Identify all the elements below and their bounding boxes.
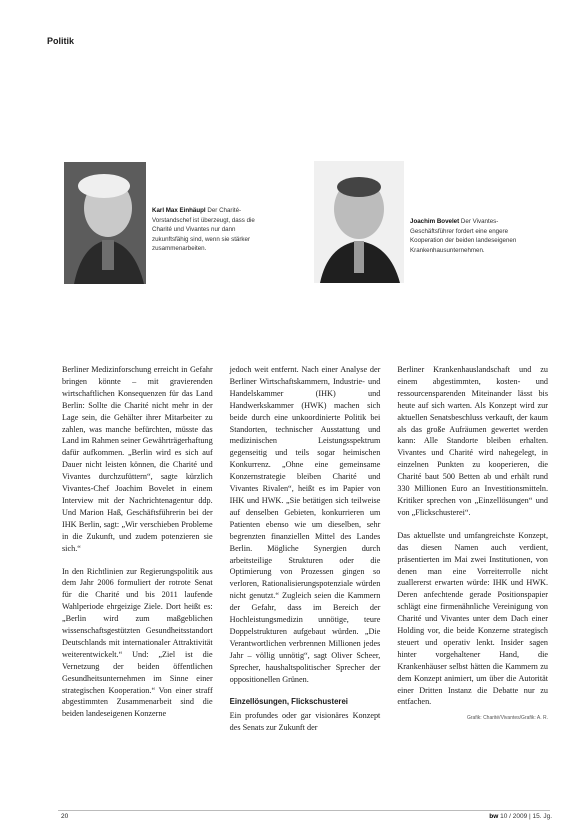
column-3 <box>397 364 548 806</box>
photo-caption-einhaeupl <box>152 206 264 254</box>
subheading: Einzellösungen, Flickschusterei <box>229 697 348 707</box>
portrait-illustration <box>64 162 146 284</box>
article-body <box>62 364 548 806</box>
paragraph: Ein profundes oder gar visionäres Konzept des Senats zur Zukunft der <box>229 711 381 733</box>
paragraph: In den Richtlinien zur Regierungspolitik aus dem Jahr 2006 formuliert der rotrote Senat für die Charité und bis 2011 laufende Wahlperiode ehrgeizige Ziele. Dort heißt es: „Berlin wird zum maßgeblichen wissenschaftsgestützten Gesundheitsstandort Deutschlands mit internationaler Attraktivität weiterentwickelt.“ Und: „Ziel ist die Vernetzung der beiden öffentlichen Gesundheitsunternehmen im Sinne einer strategischen Kooperation.“ Von einer straff abgestimmten Zusammenarbeit sind die beiden landeseigenen Konzerne <box>62 566 213 719</box>
paragraph: Berliner Krankenhauslandschaft und zu einem abgestimmten, kosten- und ressourcensparenden Miteinander lässt bis heute auf sich warten. Als Konzept wird zur aktuellen Senatsbeschluss verkauft, der kaum als das große Aufräumen gewertet werden kann: Alle Standorte bleiben erhalten. Vivantes und Charité wird nahegelegt, in einzelnen Punkten zu kooperieren, die Charité baut 500 Betten ab und erhält rund 330 Millionen Euro an Investitionsmitteln. Kritiker sprechen von „Einzellösungen“ und von „Flickschusterei“. <box>397 365 549 517</box>
footer-divider <box>58 810 550 811</box>
portrait-photo-bovelet <box>314 161 404 283</box>
image-credit: Grafik: Charité/Vivantes/Grafik: A. R. <box>466 715 549 722</box>
caption-text: Der Vivantes-Geschäftsführer fordert eine engere Kooperation der beiden landeseigenen Krankenhausunternehmen. <box>410 218 517 254</box>
caption-text: Der Charité-Vorstandschef ist überzeugt, dass die Charité und Vivantes nur dann zukunftsfähig sind, wenn sie stärker zusammenarbeiten. <box>152 207 255 252</box>
portrait-illustration <box>314 161 404 283</box>
section-title: Politik <box>47 36 75 46</box>
footer-magazine-info <box>489 813 552 820</box>
portrait-photo-einhaeupl <box>64 162 146 284</box>
page-number: 20 <box>61 813 69 820</box>
paragraph: jedoch weit entfernt. Nach einer Analyse der Berliner Wirtschaftskammern, Industrie- und Handelskammer (IHK) und Handwerkskammer (HWK) machen sich beide durch eine unkoordinierte Politik bei Standorten, technischer Ausstattung und medizinischen Leistungsspektrum gegenseitig und teils sogar heimischen Konkurrenz. „Ohne eine gemeinsame Konzernstrategie bleiben Charité und Vivantes Rivalen“, heißt es im Papier von IHK und HWK. „Sie betätigen sich teilweise auf denselben Gebieten, konkurrieren um Patienten ebenso wie um dieselben, sehr begrenzten finanziellen Mittel des Landes Berlin. Mögliche Synergien durch arbeitsteilige Strukturen oder die Optimierung von Prozessen gingen so verloren, Rationalisierungspotenziale würden nicht genutzt.“ Zugleich seien die Kammern der Gefahr, dass im Bereich der Hochleistungsmedizin unnötige, teure Doppelstrukturen aufgebaut würden. „Die Verantwortlichen verbrennen Millionen jedes Jahr – völlig unnötig“, sagt Oliver Scheer, Sprecher, haushaltspolitischer Sprecher der oppositionellen Grünen. <box>229 365 381 684</box>
magazine-name: bw <box>489 813 499 820</box>
caption-name: Joachim Bovelet <box>410 218 460 225</box>
column-2 <box>230 364 381 806</box>
column-1 <box>62 364 213 806</box>
paragraph: Das aktuellste und umfangreichste Konzept, das diesen Namen auch verdient, präsentierten im Mai zwei Institutionen, von denen man eine Vorreiterrolle nicht zuallererst erwarten würde: IHK und HWK. Deren anfechtende gerade Positionspapier schlägt eine firmenähnliche Vereinigung von Charité und Vivantes unter dem Dach einer Holding vor, die beide Konzerne strategisch steuert und operativ lenkt. Insider sagen hinter vorgehaltener Hand, die Krankenhäuser selbst hätten die Kammern zu dem Konzept animiert, um über die Autorität einer Dritten Instanz die Debatte nur zu entfachen. <box>397 530 549 707</box>
issue-info: 10 / 2009 | 15. Jg. <box>500 813 552 820</box>
photo-caption-bovelet <box>410 217 520 255</box>
paragraph: Berliner Medizinforschung erreicht in Gefahr bringen könnte – mit gravierenden wirtschaftlichen Konsequenzen für das Land Berlin: Sollte die Charité nicht mehr in der Lage sein, die Gehälter ihrer Mitarbeiter zu zahlen, was manche befürchten, müsste das Land im Rahmen seiner Gewährträgerhaftung dafür aufkommen. „Berlin wird es sich auf Dauer nicht leisten können, die Charité und Vivantes durchzufüttern“, sagte kürzlich Vivantes-Chef Joachim Bovelet in einem Interview mit der Nachrichtenagentur ddp. Und Marion Haß, Geschäftsführerin bei der IHK Berlin, sagt: „Wir verschieben Probleme in die Zukunft, und zudem potenzieren sie sich.“ <box>62 365 213 553</box>
caption-name: Karl Max Einhäupl <box>152 207 206 214</box>
